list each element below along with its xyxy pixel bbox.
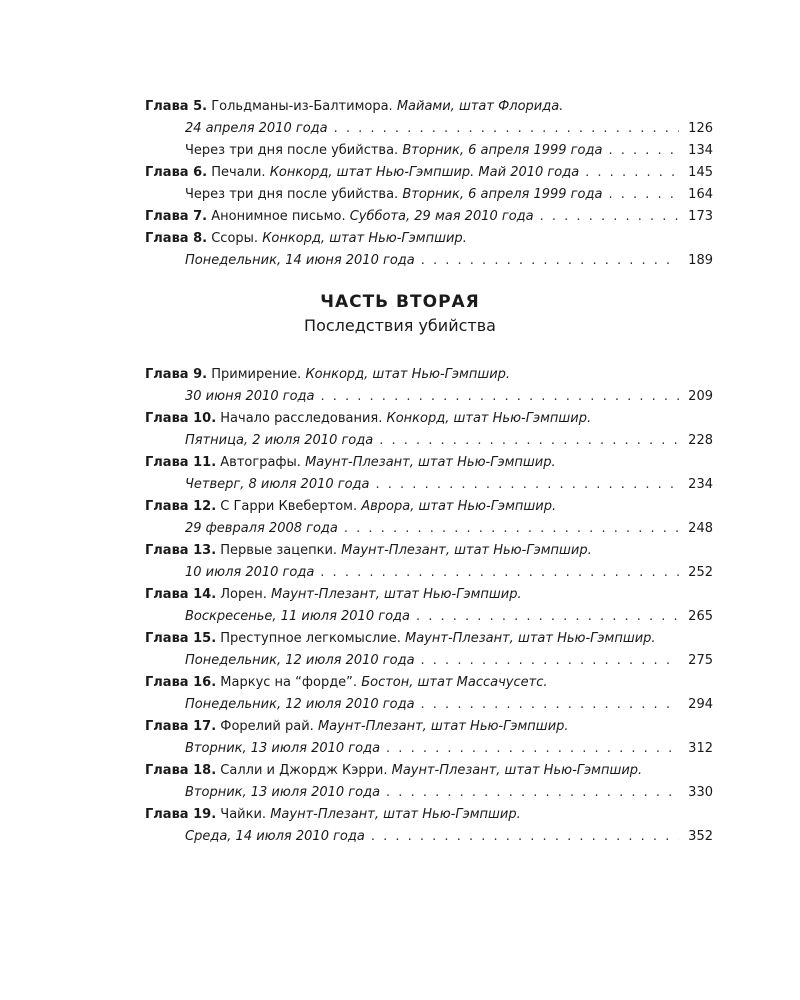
toc-entry [145,804,713,826]
page-number: 209 [688,389,713,404]
chapter-date: 10 июля 2010 года [185,565,315,580]
chapter-title: С Гарри Квебертом. [220,499,358,514]
chapter-title: Маркус на “форде”. [220,675,358,690]
chapter-date: Вторник, 13 июля 2010 года [185,785,381,800]
part-subtitle: Последствия убийства [304,316,496,335]
dot-leader [379,430,679,452]
toc-entry-leader[interactable] [145,250,713,272]
page-number: 173 [688,209,713,224]
page-number: 294 [688,697,713,712]
chapter-place: Маунт-Плезант, штат Нью-Гэмпшир. [405,631,656,646]
chapter-place: Аврора, штат Нью-Гэмпшир. [361,499,557,514]
chapter-number: Глава 17. [145,719,217,734]
chapter-title: Начало расследования. [220,411,383,426]
chapter-date: 30 июня 2010 года [185,389,315,404]
page-number: 265 [688,609,713,624]
chapter-place: Конкорд, штат Нью-Гэмпшир. [262,231,467,246]
toc-entry-leader[interactable] [145,430,713,452]
chapter-title: Форелий рай. [220,719,314,734]
chapter-place: Майами, штат Флорида. [396,99,564,114]
chapter-title: Автографы. [220,455,301,470]
dot-leader [421,250,679,272]
dot-leader [320,386,679,408]
chapter-date: Понедельник, 14 июня 2010 года [185,253,415,268]
toc-entry-leader[interactable] [145,694,713,716]
chapter-date: Пятница, 2 июля 2010 года [185,433,374,448]
page-number: 252 [688,565,713,580]
chapter-number: Глава 12. [145,499,217,514]
toc-entry-leader[interactable] [145,782,713,804]
toc-entry-leader[interactable] [145,386,713,408]
chapter-number: Глава 5. [145,99,208,114]
chapter-place: Суббота, 29 мая 2010 года [349,209,534,224]
page-number: 189 [688,253,713,268]
page-number: 126 [688,121,713,136]
dot-leader [386,738,679,760]
dot-leader [608,184,679,206]
toc-entry [145,408,713,430]
dot-leader [344,518,679,540]
chapter-title: Примирение. [211,367,302,382]
chapter-place: Конкорд, штат Нью-Гэмпшир. [386,411,592,426]
dot-leader [421,694,679,716]
chapter-date: Четверг, 8 июля 2010 года [185,477,370,492]
toc-entry [145,628,713,650]
sub-entry-title: Через три дня после убийства. [185,143,399,158]
chapter-title: Гольдманы-из-Балтимора. [211,99,393,114]
toc-entry [145,228,713,250]
chapter-number: Глава 19. [145,807,217,822]
toc-entry [145,716,713,738]
chapter-date: Среда, 14 июля 2010 года [185,829,365,844]
chapter-place: Конкорд, штат Нью-Гэмпшир. [305,367,511,382]
chapter-number: Глава 15. [145,631,217,646]
chapter-date: 24 апреля 2010 года [185,121,328,136]
part-heading [0,290,800,338]
page-number: 330 [688,785,713,800]
chapter-place: Маунт-Плезант, штат Нью-Гэмпшир. [271,587,522,602]
toc-part-one-list [145,96,713,272]
chapter-number: Глава 14. [145,587,217,602]
chapter-number: Глава 9. [145,367,208,382]
chapter-date: 29 февраля 2008 года [185,521,338,536]
sub-entry-title: Через три дня после убийства. [185,187,399,202]
toc-entry-leader[interactable] [145,650,713,672]
chapter-number: Глава 7. [145,209,208,224]
toc-part-two-list [145,364,713,848]
toc-sub-entry[interactable] [145,140,713,162]
chapter-place: Маунт-Плезант, штат Нью-Гэмпшир. [270,807,521,822]
sub-entry-date: Вторник, 6 апреля 1999 года [402,187,603,202]
toc-entry[interactable] [145,162,713,184]
page-number: 234 [688,477,713,492]
page-number: 312 [688,741,713,756]
chapter-title: Преступное легкомыслие. [220,631,401,646]
sub-entry-date: Вторник, 6 апреля 1999 года [402,143,603,158]
dot-leader [416,606,679,628]
toc-entry [145,96,713,118]
toc-entry-leader[interactable] [145,738,713,760]
chapter-date: Воскресенье, 11 июля 2010 года [185,609,410,624]
page-number: 228 [688,433,713,448]
page-number: 134 [688,143,713,158]
chapter-number: Глава 6. [145,165,208,180]
chapter-place: Конкорд, штат Нью-Гэмпшир. Май 2010 года [269,165,580,180]
dot-leader [585,162,679,184]
chapter-number: Глава 13. [145,543,217,558]
chapter-title: Салли и Джордж Кэрри. [220,763,388,778]
chapter-place: Маунт-Плезант, штат Нью-Гэмпшир. [317,719,569,734]
dot-leader [334,118,679,140]
toc-entry-leader[interactable] [145,118,713,140]
toc-entry [145,540,713,562]
toc-entry[interactable] [145,206,713,228]
toc-entry-leader[interactable] [145,518,713,540]
toc-entry [145,760,713,782]
chapter-number: Глава 10. [145,411,217,426]
toc-entry-leader[interactable] [145,606,713,628]
toc-entry [145,672,713,694]
chapter-title: Анонимное письмо. [211,209,346,224]
dot-leader [376,474,679,496]
dot-leader [540,206,679,228]
chapter-place: Бостон, штат Массачусетс. [361,675,548,690]
chapter-title: Чайки. [220,807,267,822]
toc-entry-leader[interactable] [145,474,713,496]
dot-leader [608,140,679,162]
chapter-date: Понедельник, 12 июля 2010 года [185,697,415,712]
dot-leader [421,650,679,672]
chapter-number: Глава 18. [145,763,217,778]
chapter-date: Вторник, 13 июля 2010 года [185,741,381,756]
chapter-date: Понедельник, 12 июля 2010 года [185,653,415,668]
chapter-number: Глава 16. [145,675,217,690]
page-number: 145 [688,165,713,180]
chapter-number: Глава 11. [145,455,217,470]
toc-entry [145,364,713,386]
toc-entry [145,584,713,606]
dot-leader [371,826,679,848]
page-number: 248 [688,521,713,536]
dot-leader [386,782,679,804]
page-number: 275 [688,653,713,668]
toc-entry [145,452,713,474]
toc-entry-leader[interactable] [145,826,713,848]
chapter-number: Глава 8. [145,231,208,246]
page-number: 164 [688,187,713,202]
toc-sub-entry[interactable] [145,184,713,206]
part-title: ЧАСТЬ ВТОРАЯ [320,292,480,312]
page-number: 352 [688,829,713,844]
dot-leader [320,562,679,584]
chapter-place: Маунт-Плезант, штат Нью-Гэмпшир. [305,455,556,470]
chapter-title: Первые зацепки. [220,543,338,558]
toc-entry [145,496,713,518]
chapter-title: Ссоры. [211,231,259,246]
chapter-place: Маунт-Плезант, штат Нью-Гэмпшир. [391,763,643,778]
toc-entry-leader[interactable] [145,562,713,584]
chapter-place: Маунт-Плезант, штат Нью-Гэмпшир. [341,543,592,558]
chapter-title: Печали. [211,165,266,180]
chapter-title: Лорен. [220,587,267,602]
